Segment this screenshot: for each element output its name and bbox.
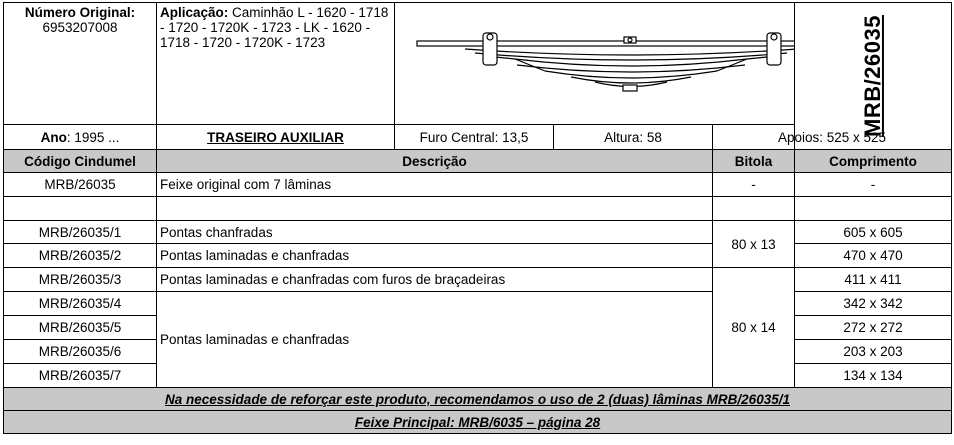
main-spring-reference: Feixe Principal: MRB/6035 – página 28 <box>4 411 952 434</box>
table-row <box>4 221 952 244</box>
col-codigo: Código Cindumel <box>4 150 157 173</box>
row-comprimento: - <box>795 173 952 197</box>
row-code: MRB/26035/6 <box>4 340 157 364</box>
spec-sheet <box>3 2 951 443</box>
col-bitola: Bitola <box>713 150 795 173</box>
table-row <box>4 268 952 292</box>
row-description: Pontas laminadas e chanfradas <box>157 244 713 268</box>
product-code-vertical: MRB/26035 <box>860 15 886 137</box>
col-descricao: Descrição <box>157 150 713 173</box>
numero-original-value: 6953207008 <box>42 20 118 35</box>
row-comprimento: 272 x 272 <box>795 316 952 340</box>
table-row <box>4 292 952 316</box>
furo-central: Furo Central: 13,5 <box>395 125 554 150</box>
reinforcement-note: Na necessidade de reforçar este produto, recomendamos o uso de 2 (duas) lâminas MRB/26035/1 <box>4 388 952 411</box>
aplicacao-cell <box>157 3 395 125</box>
row-bitola-group-a: 80 x 13 <box>713 221 795 268</box>
position-label: TRASEIRO AUXILIAR <box>157 125 395 150</box>
row-comprimento: 134 x 134 <box>795 364 952 388</box>
table-row <box>4 244 952 268</box>
row-code: MRB/26035/4 <box>4 292 157 316</box>
row-comprimento: 342 x 342 <box>795 292 952 316</box>
altura: Altura: 58 <box>554 125 713 150</box>
ano-cell <box>4 125 157 150</box>
aplicacao-value: Caminhão L - 1620 - 1718 - 1720 - 1720K - 1723 - LK - 1620 - 1718 - 1720 - 1720K - 1723 <box>160 5 389 50</box>
row-description: Feixe original com 7 lâminas <box>157 173 713 197</box>
row-description: Pontas laminadas e chanfradas com furos de braçadeiras <box>157 268 713 292</box>
row-comprimento: 605 x 605 <box>795 221 952 244</box>
row-bitola: - <box>713 173 795 197</box>
ano-label: Ano <box>40 129 67 145</box>
row-code: MRB/26035/5 <box>4 316 157 340</box>
row-code: MRB/26035/3 <box>4 268 157 292</box>
row-code: MRB/26035 <box>4 173 157 197</box>
row-comprimento: 470 x 470 <box>795 244 952 268</box>
numero-original-label: Número Original: <box>24 5 136 20</box>
table-row <box>4 173 952 197</box>
row-code: MRB/26035/7 <box>4 364 157 388</box>
col-comprimento: Comprimento <box>795 150 952 173</box>
apoios: Apoios: 525 x 525 <box>713 125 952 150</box>
leaf-spring-drawing <box>395 3 795 121</box>
spring-drawing-cell <box>395 3 795 125</box>
table-row-empty <box>4 197 952 221</box>
spec-table <box>3 2 952 434</box>
numero-original-cell <box>4 3 157 125</box>
row-comprimento: 203 x 203 <box>795 340 952 364</box>
ano-value: : 1995 ... <box>66 129 120 145</box>
row-bitola-group-b: 80 x 14 <box>713 268 795 388</box>
row-code: MRB/26035/2 <box>4 244 157 268</box>
row-comprimento: 411 x 411 <box>795 268 952 292</box>
row-description: Pontas chanfradas <box>157 221 713 244</box>
row-code: MRB/26035/1 <box>4 221 157 244</box>
row-description-group: Pontas laminadas e chanfradas <box>157 292 713 388</box>
aplicacao-label: Aplicação: <box>160 5 229 20</box>
